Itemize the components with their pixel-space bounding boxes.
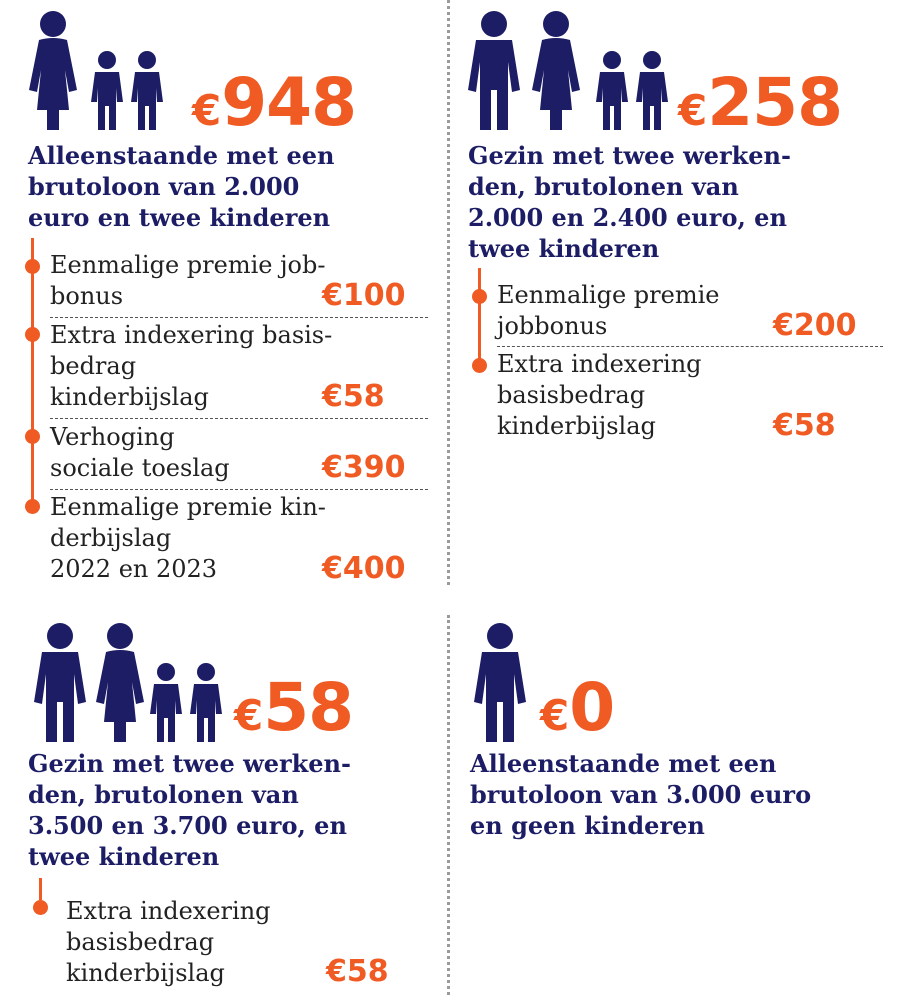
- timeline-line: [478, 268, 481, 368]
- bullet-dot: [25, 259, 40, 274]
- item-line: derbijslag: [50, 524, 172, 552]
- bullet-dot: [472, 289, 487, 304]
- timeline-line: [39, 878, 42, 900]
- total-amount: [192, 64, 357, 141]
- item-separator: [50, 418, 428, 419]
- total-value: 0: [569, 669, 615, 746]
- man-icon: [32, 622, 88, 742]
- panel-title: [28, 140, 438, 233]
- total-value: 258: [707, 64, 843, 141]
- family-figures: [472, 622, 532, 742]
- title-line: 2.000 en 2.400 euro, en: [468, 203, 787, 232]
- item-line: sociale toeslag: [50, 454, 230, 482]
- title-line: Gezin met twee werken-: [468, 141, 791, 170]
- total-amount: [678, 64, 843, 141]
- item-line: Extra indexering: [497, 350, 702, 378]
- panel-title: [470, 748, 890, 841]
- item-line: Extra indexering basis-: [50, 321, 333, 349]
- man-icon: [466, 10, 522, 130]
- panel-couple-2000-2400: [450, 0, 900, 590]
- item-line: bedrag: [50, 352, 137, 380]
- currency-symbol: €: [234, 691, 264, 740]
- item-line: kinderbijslag: [497, 412, 656, 440]
- family-figures: [466, 10, 676, 130]
- panel-single-parent-2000: [0, 0, 440, 590]
- title-line: euro en twee kinderen: [28, 203, 331, 232]
- currency-symbol: €: [678, 86, 708, 135]
- item-line: jobbonus: [497, 312, 608, 340]
- child-icon: [188, 662, 224, 742]
- item-line: basisbedrag: [497, 381, 646, 409]
- bullet-dot: [25, 327, 40, 342]
- title-line: twee kinderen: [468, 234, 660, 263]
- item-line: Eenmalige premie kin-: [50, 493, 326, 521]
- benefit-item: [497, 280, 787, 342]
- currency-symbol: €: [540, 691, 570, 740]
- item-line: basisbedrag: [66, 928, 215, 956]
- child-icon: [89, 50, 125, 130]
- benefit-item: [66, 896, 346, 989]
- woman-icon: [528, 10, 584, 130]
- bullet-dot: [25, 499, 40, 514]
- child-icon: [594, 50, 630, 130]
- title-line: den, brutolonen van: [468, 172, 739, 201]
- item-separator: [497, 346, 883, 347]
- panel-couple-3500-3700: [0, 600, 440, 1000]
- item-line: kinderbijslag: [50, 383, 209, 411]
- item-amount: €58: [326, 954, 389, 989]
- item-line: Extra indexering: [66, 897, 271, 925]
- title-line: twee kinderen: [28, 842, 220, 871]
- item-line: Verhoging: [50, 423, 175, 451]
- panel-title: [468, 140, 888, 264]
- item-amount: €58: [773, 408, 836, 443]
- item-amount: €58: [322, 379, 385, 414]
- item-line: 2022 en 2023: [50, 555, 218, 583]
- item-separator: [50, 489, 428, 490]
- benefit-item: [497, 349, 787, 442]
- item-line: Eenmalige premie job-: [50, 251, 326, 279]
- title-line: Alleenstaande met een: [28, 141, 335, 170]
- title-line: den, brutolonen van: [28, 780, 299, 809]
- total-amount: [540, 669, 615, 746]
- currency-symbol: €: [192, 86, 222, 135]
- title-line: brutoloon van 3.000 euro: [470, 780, 812, 809]
- item-line: kinderbijslag: [66, 959, 225, 987]
- title-line: 3.500 en 3.700 euro, en: [28, 811, 347, 840]
- total-amount: [234, 669, 354, 746]
- man-icon: [472, 622, 528, 742]
- title-line: en geen kinderen: [470, 811, 705, 840]
- family-figures: [32, 622, 232, 742]
- total-value: 58: [263, 669, 354, 746]
- total-value: 948: [221, 64, 357, 141]
- child-icon: [148, 662, 184, 742]
- title-line: brutoloon van 2.000: [28, 172, 300, 201]
- timeline-line: [31, 238, 34, 506]
- item-amount: €200: [773, 308, 857, 343]
- title-line: Alleenstaande met een: [470, 749, 777, 778]
- item-amount: €100: [322, 278, 406, 313]
- bullet-dot: [472, 358, 487, 373]
- woman-icon: [92, 622, 148, 742]
- title-line: Gezin met twee werken-: [28, 749, 351, 778]
- child-icon: [634, 50, 670, 130]
- bullet-dot: [25, 429, 40, 444]
- item-amount: €390: [322, 450, 406, 485]
- item-line: Eenmalige premie: [497, 281, 720, 309]
- bullet-dot: [33, 900, 48, 915]
- child-icon: [129, 50, 165, 130]
- panel-single-3000: [450, 600, 900, 1000]
- panel-title: [28, 748, 438, 872]
- item-amount: €400: [322, 551, 406, 586]
- woman-icon: [25, 10, 81, 130]
- family-figures: [25, 10, 175, 130]
- item-line: bonus: [50, 282, 124, 310]
- item-separator: [50, 317, 428, 318]
